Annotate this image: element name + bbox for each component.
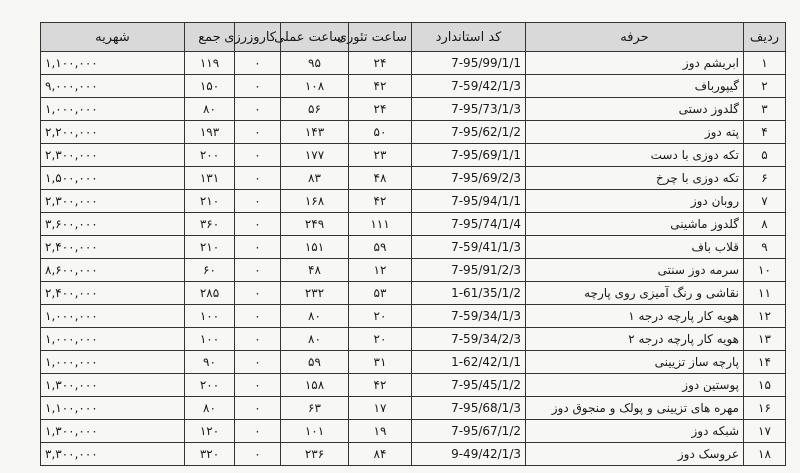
cell-tuition: ۱,۳۰۰,۰۰۰ (41, 420, 185, 443)
cell-total: ۱۳۱ (185, 167, 235, 190)
cell-practical-hours: ۱۴۳ (281, 121, 349, 144)
cell-practical-hours: ۱۵۸ (281, 374, 349, 397)
table-row (41, 374, 786, 397)
table-row (41, 121, 786, 144)
cell-theory-hours: ۸۴ (349, 443, 412, 466)
cell-practical-hours: ۸۰ (281, 305, 349, 328)
cell-trade: تکه دوزی با دست (526, 144, 744, 167)
cell-total: ۲۰۰ (185, 374, 235, 397)
table-row (41, 420, 786, 443)
cell-theory-hours: ۴۲ (349, 190, 412, 213)
cell-theory-hours: ۲۳ (349, 144, 412, 167)
cell-row-number: ۸ (744, 213, 786, 236)
cell-standard-code: 7-59/34/2/3 (412, 328, 526, 351)
cell-internship: ۰ (235, 121, 281, 144)
cell-tuition: ۱,۰۰۰,۰۰۰ (41, 351, 185, 374)
cell-theory-hours: ۲۴ (349, 52, 412, 75)
cell-tuition: ۲,۲۰۰,۰۰۰ (41, 121, 185, 144)
cell-practical-hours: ۹۵ (281, 52, 349, 75)
cell-internship: ۰ (235, 420, 281, 443)
cell-internship: ۰ (235, 190, 281, 213)
cell-internship: ۰ (235, 397, 281, 420)
table-row (41, 282, 786, 305)
cell-theory-hours: ۲۴ (349, 98, 412, 121)
cell-internship: ۰ (235, 52, 281, 75)
header-total: جمع (185, 23, 235, 52)
table-row (41, 144, 786, 167)
cell-standard-code: 7-95/67/1/2 (412, 420, 526, 443)
cell-theory-hours: ۱۷ (349, 397, 412, 420)
cell-row-number: ۱۴ (744, 351, 786, 374)
cell-trade: مهره های تزیینی و پولک و منجوق دوز (526, 397, 744, 420)
cell-theory-hours: ۲۰ (349, 305, 412, 328)
cell-theory-hours: ۱۹ (349, 420, 412, 443)
cell-standard-code: 7-59/34/1/3 (412, 305, 526, 328)
cell-internship: ۰ (235, 98, 281, 121)
cell-practical-hours: ۱۰۸ (281, 75, 349, 98)
cell-practical-hours: ۱۵۱ (281, 236, 349, 259)
cell-tuition: ۱,۵۰۰,۰۰۰ (41, 167, 185, 190)
cell-trade: روبان دوز (526, 190, 744, 213)
cell-trade: گلدوز ماشینی (526, 213, 744, 236)
cell-trade: پارچه ساز تزیینی (526, 351, 744, 374)
cell-tuition: ۳,۶۰۰,۰۰۰ (41, 213, 185, 236)
cell-total: ۱۲۰ (185, 420, 235, 443)
cell-row-number: ۵ (744, 144, 786, 167)
table-body (41, 52, 786, 466)
cell-total: ۳۲۰ (185, 443, 235, 466)
cell-standard-code: 7-95/45/1/2 (412, 374, 526, 397)
cell-internship: ۰ (235, 443, 281, 466)
cell-trade: تکه دوزی با چرخ (526, 167, 744, 190)
header-theory-hours: ساعت تئوری (349, 23, 412, 52)
header-internship: کاروزرزی (235, 23, 281, 52)
cell-practical-hours: ۸۳ (281, 167, 349, 190)
table-row (41, 443, 786, 466)
cell-internship: ۰ (235, 374, 281, 397)
table-row (41, 351, 786, 374)
cell-internship: ۰ (235, 282, 281, 305)
cell-total: ۱۵۰ (185, 75, 235, 98)
cell-trade: شبکه دوز (526, 420, 744, 443)
table-row (41, 397, 786, 420)
cell-practical-hours: ۱۷۷ (281, 144, 349, 167)
cell-theory-hours: ۳۱ (349, 351, 412, 374)
cell-row-number: ۱۲ (744, 305, 786, 328)
cell-theory-hours: ۴۲ (349, 374, 412, 397)
cell-practical-hours: ۲۳۶ (281, 443, 349, 466)
cell-theory-hours: ۵۹ (349, 236, 412, 259)
cell-total: ۲۱۰ (185, 190, 235, 213)
table-row (41, 167, 786, 190)
cell-row-number: ۲ (744, 75, 786, 98)
cell-tuition: ۹,۰۰۰,۰۰۰ (41, 75, 185, 98)
cell-row-number: ۹ (744, 236, 786, 259)
cell-tuition: ۲,۳۰۰,۰۰۰ (41, 144, 185, 167)
cell-row-number: ۱۱ (744, 282, 786, 305)
cell-trade: هویه کار پارچه درجه ۲ (526, 328, 744, 351)
cell-row-number: ۱۶ (744, 397, 786, 420)
cell-trade: نقاشی و رنگ آمیزی روی پارچه (526, 282, 744, 305)
table-row (41, 52, 786, 75)
cell-practical-hours: ۱۰۱ (281, 420, 349, 443)
cell-total: ۱۰۰ (185, 328, 235, 351)
cell-trade: عروسک دوز (526, 443, 744, 466)
cell-theory-hours: ۴۸ (349, 167, 412, 190)
table-row (41, 305, 786, 328)
table-header (41, 23, 786, 52)
cell-trade: پوستین دوز (526, 374, 744, 397)
cell-total: ۳۶۰ (185, 213, 235, 236)
table-row (41, 259, 786, 282)
cell-row-number: ۶ (744, 167, 786, 190)
cell-standard-code: 1-61/35/1/2 (412, 282, 526, 305)
cell-row-number: ۳ (744, 98, 786, 121)
header-standard-code: کد استاندارد (412, 23, 526, 52)
cell-trade: سرمه دوز سنتی (526, 259, 744, 282)
cell-total: ۸۰ (185, 98, 235, 121)
header-practical-hours: ساعت عملی (281, 23, 349, 52)
cell-row-number: ۱۳ (744, 328, 786, 351)
cell-standard-code: 7-95/99/1/1 (412, 52, 526, 75)
cell-internship: ۰ (235, 305, 281, 328)
tuition-table (40, 22, 786, 466)
cell-total: ۱۹۳ (185, 121, 235, 144)
cell-row-number: ۱ (744, 52, 786, 75)
table-row (41, 98, 786, 121)
table-row (41, 328, 786, 351)
table-row (41, 213, 786, 236)
cell-total: ۸۰ (185, 397, 235, 420)
cell-standard-code: 7-95/69/2/3 (412, 167, 526, 190)
cell-total: ۱۰۰ (185, 305, 235, 328)
cell-internship: ۰ (235, 259, 281, 282)
cell-trade: پته دوز (526, 121, 744, 144)
cell-row-number: ۷ (744, 190, 786, 213)
cell-total: ۲۸۵ (185, 282, 235, 305)
cell-row-number: ۱۰ (744, 259, 786, 282)
cell-theory-hours: ۵۰ (349, 121, 412, 144)
header-row-number: ردیف (744, 23, 786, 52)
cell-trade: گلدوز دستی (526, 98, 744, 121)
cell-theory-hours: ۲۰ (349, 328, 412, 351)
cell-tuition: ۳,۳۰۰,۰۰۰ (41, 443, 185, 466)
cell-trade: ابریشم دوز (526, 52, 744, 75)
cell-standard-code: 9-49/42/1/3 (412, 443, 526, 466)
cell-standard-code: 7-95/74/1/4 (412, 213, 526, 236)
cell-practical-hours: ۱۶۸ (281, 190, 349, 213)
cell-standard-code: 7-95/91/2/3 (412, 259, 526, 282)
cell-internship: ۰ (235, 351, 281, 374)
cell-theory-hours: ۱۱۱ (349, 213, 412, 236)
table-row (41, 190, 786, 213)
cell-tuition: ۸,۶۰۰,۰۰۰ (41, 259, 185, 282)
cell-practical-hours: ۲۳۲ (281, 282, 349, 305)
cell-total: ۲۱۰ (185, 236, 235, 259)
cell-standard-code: 7-95/94/1/1 (412, 190, 526, 213)
cell-tuition: ۲,۴۰۰,۰۰۰ (41, 282, 185, 305)
cell-internship: ۰ (235, 75, 281, 98)
cell-tuition: ۲,۳۰۰,۰۰۰ (41, 190, 185, 213)
table-row (41, 236, 786, 259)
header-trade: حرفه (526, 23, 744, 52)
cell-standard-code: 7-95/73/1/3 (412, 98, 526, 121)
cell-internship: ۰ (235, 328, 281, 351)
cell-tuition: ۱,۰۰۰,۰۰۰ (41, 98, 185, 121)
cell-tuition: ۱,۰۰۰,۰۰۰ (41, 328, 185, 351)
cell-row-number: ۱۷ (744, 420, 786, 443)
cell-row-number: ۱۸ (744, 443, 786, 466)
cell-tuition: ۱,۳۰۰,۰۰۰ (41, 374, 185, 397)
cell-tuition: ۱,۰۰۰,۰۰۰ (41, 305, 185, 328)
header-tuition: شهریه (41, 23, 185, 52)
cell-theory-hours: ۵۳ (349, 282, 412, 305)
cell-internship: ۰ (235, 236, 281, 259)
cell-standard-code: 7-95/62/1/2 (412, 121, 526, 144)
cell-practical-hours: ۸۰ (281, 328, 349, 351)
cell-practical-hours: ۶۳ (281, 397, 349, 420)
cell-internship: ۰ (235, 144, 281, 167)
cell-practical-hours: ۴۸ (281, 259, 349, 282)
cell-theory-hours: ۴۲ (349, 75, 412, 98)
cell-standard-code: 7-95/68/1/3 (412, 397, 526, 420)
cell-tuition: ۱,۱۰۰,۰۰۰ (41, 52, 185, 75)
cell-trade: گیپورباف (526, 75, 744, 98)
cell-practical-hours: ۵۹ (281, 351, 349, 374)
cell-row-number: ۴ (744, 121, 786, 144)
cell-tuition: ۱,۱۰۰,۰۰۰ (41, 397, 185, 420)
cell-row-number: ۱۵ (744, 374, 786, 397)
cell-total: ۲۰۰ (185, 144, 235, 167)
cell-internship: ۰ (235, 167, 281, 190)
cell-theory-hours: ۱۲ (349, 259, 412, 282)
cell-total: ۹۰ (185, 351, 235, 374)
cell-tuition: ۲,۴۰۰,۰۰۰ (41, 236, 185, 259)
cell-trade: قلاب باف (526, 236, 744, 259)
cell-standard-code: 7-59/42/1/3 (412, 75, 526, 98)
cell-standard-code: 7-95/69/1/1 (412, 144, 526, 167)
cell-standard-code: 7-59/41/1/3 (412, 236, 526, 259)
cell-internship: ۰ (235, 213, 281, 236)
cell-total: ۶۰ (185, 259, 235, 282)
cell-total: ۱۱۹ (185, 52, 235, 75)
cell-standard-code: 1-62/42/1/1 (412, 351, 526, 374)
cell-practical-hours: ۲۴۹ (281, 213, 349, 236)
cell-trade: هویه کار پارچه درجه ۱ (526, 305, 744, 328)
cell-practical-hours: ۵۶ (281, 98, 349, 121)
table-row (41, 75, 786, 98)
